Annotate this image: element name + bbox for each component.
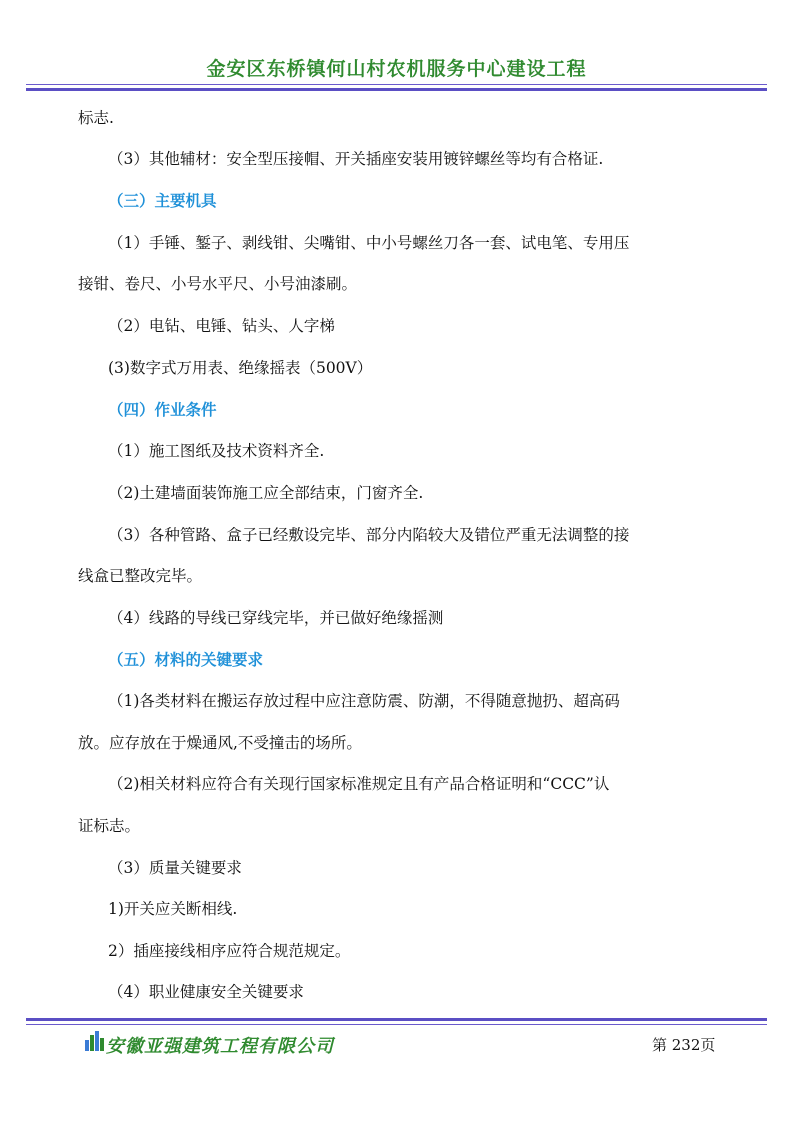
footer-rule-thin — [26, 1024, 767, 1025]
footer-page-number: 第 232页 — [652, 1036, 716, 1054]
section-heading: （四）作业条件 — [108, 401, 217, 419]
footer-rule-thick — [26, 1018, 767, 1021]
paragraph-line: （2)相关材料应符合有关现行国家标准规定且有产品合格证明和“CCC”认 — [108, 775, 610, 793]
paragraph-line: 线盒已整改完毕。 — [78, 567, 203, 585]
paragraph-line: （2）电钻、电锤、钻头、人字梯 — [108, 317, 335, 335]
paragraph-line: (3)数字式万用表、绝缘摇表（500V） — [108, 359, 373, 377]
paragraph-line: 2）插座接线相序应符合规范规定。 — [108, 942, 351, 960]
paragraph-line: （2)土建墙面装饰施工应全部结束，门窗齐全. — [108, 484, 424, 502]
paragraph-line: （1）施工图纸及技术资料齐全. — [108, 442, 325, 460]
paragraph-line: （3）各种管路、盒子已经敷设完毕、部分内陷较大及错位严重无法调整的接 — [108, 526, 630, 544]
paragraph-line: （1)各类材料在搬运存放过程中应注意防震、防潮，不得随意抛扔、超高码 — [108, 692, 620, 710]
paragraph-line: 1)开关应关断相线. — [108, 900, 238, 918]
footer-company-name: 安徽亚强建筑工程有限公司 — [106, 1036, 334, 1057]
paragraph-line: （4）职业健康安全关键要求 — [108, 983, 304, 1001]
paragraph-line: （1）手锤、錾子、剥线钳、尖嘴钳、中小号螺丝刀各一套、试电笔、专用压 — [108, 234, 630, 252]
company-logo-icon — [84, 1030, 106, 1052]
section-heading: （三）主要机具 — [108, 192, 217, 210]
page-header-title: 金安区东桥镇何山村农机服务中心建设工程 — [206, 58, 587, 80]
paragraph-line: 标志. — [78, 109, 114, 127]
section-heading: （五）材料的关键要求 — [108, 651, 264, 669]
paragraph-line: （4）线路的导线已穿线完毕，并已做好绝缘摇测 — [108, 609, 444, 627]
paragraph-line: 证标志。 — [78, 817, 141, 835]
paragraph-line: （3）其他辅材：安全型压接帽、开关插座安装用镀锌螺丝等均有合格证. — [108, 150, 604, 168]
paragraph-line: 接钳、卷尺、小号水平尺、小号油漆刷。 — [78, 275, 358, 293]
paragraph-line: （3）质量关键要求 — [108, 859, 242, 877]
paragraph-line: 放。应存放在于燥通风,不受撞击的场所。 — [78, 734, 362, 752]
document-body — [78, 0, 730, 1122]
